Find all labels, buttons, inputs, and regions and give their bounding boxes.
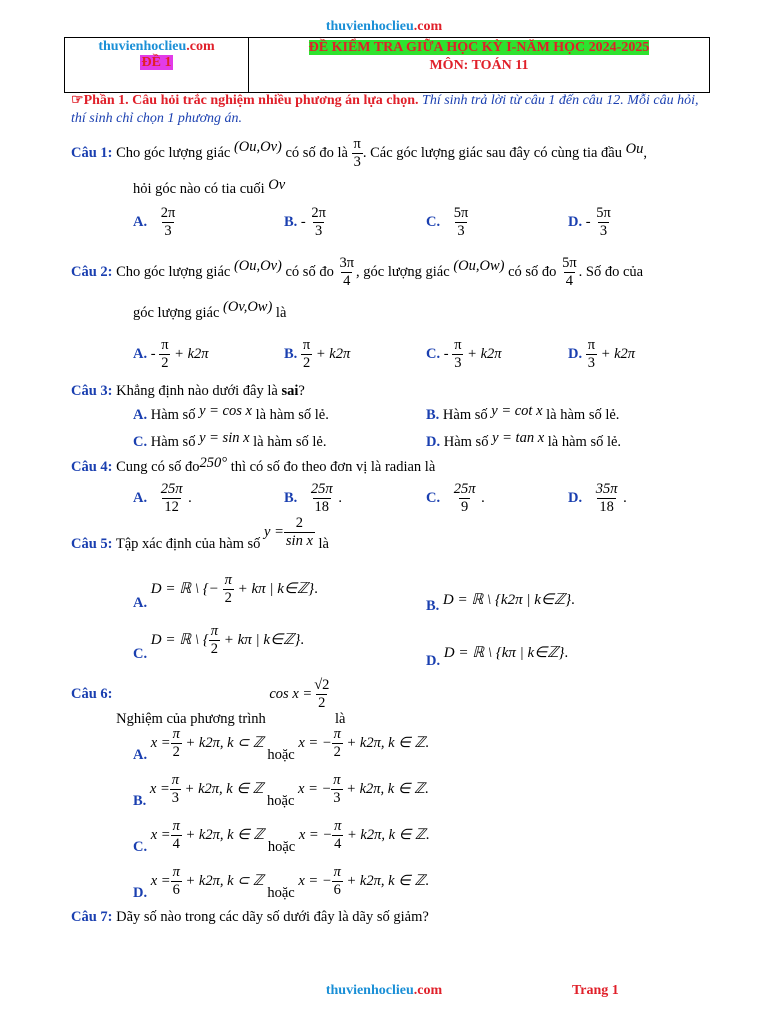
q3-option-a[interactable]: A. Hàm số y = cos x là hàm số lẻ. [133,403,329,423]
q4-option-b[interactable]: B. $\frac{25\pi}{18}$ . [284,481,342,515]
question-3: Câu 3: Khẳng định nào dưới đây là sai? [71,383,305,399]
q6-option-a[interactable]: A. x = $\frac{\pi}{2}$ + k2π, k ⊂ ℤ hoặc x = − $\frac{\pi}{2}$ + k2π, k ∈ ℤ. [133,726,429,763]
q1-option-d[interactable]: D. - $\frac{5\pi}{3}$ [568,205,611,239]
q4-option-d[interactable]: D. $\frac{35\pi}{18}$ . [568,481,627,515]
q2-option-d[interactable]: D. $\frac{\pi}{3}$ + k2π [568,337,636,371]
exam-header [64,37,710,93]
header-right-cell [249,38,709,92]
q6-option-b[interactable]: B. x = $\frac{\pi}{3}$ + k2π, k ∈ ℤ hoặc x = − $\frac{\pi}{3}$ + k2π, k ∈ ℤ. [133,772,429,809]
q4-option-c[interactable]: C. $\frac{25\pi}{9}$ . [426,481,485,515]
q1-option-c[interactable]: C. $\frac{5\pi}{3}$ [426,205,469,239]
exam-subject: MÔN: TOÁN 11 [429,58,529,73]
q4-option-a[interactable]: A. $\frac{25\pi}{12}$ . [133,481,192,515]
q6-option-c[interactable]: C. x = $\frac{\pi}{4}$ + k2π, k ∈ ℤ hoặc x = − $\frac{\pi}{4}$ + k2π, k ∈ ℤ. [133,818,430,855]
q5-option-b[interactable]: B. D = ℝ \ {k2π | k∈ℤ}. [426,592,575,614]
q3-option-b[interactable]: B. Hàm số y = cot x là hàm số lẻ. [426,403,620,423]
q3-option-d[interactable]: D. Hàm số y = tan x là hàm số lẻ. [426,430,622,450]
question-5: Câu 5: Tập xác định của hàm số y = $\frac{2}{\text{sin x}}$ là [71,515,329,552]
part1-heading: ☞Phần 1. Câu hỏi trắc nghiệm nhiều phương án lựa chọn. Thí sinh trả lời từ câu 1 đến câu 12. Mỗi câu hỏi, thí sinh chỉ chọn 1 phương án. [71,93,699,126]
q5-option-a[interactable]: A. D = ℝ \ {− $\frac{\pi}{2}$ + kπ | k∈ℤ}. [133,572,318,611]
site-name-top: thuvienhoclieu.com [325,19,443,34]
q2-option-a[interactable]: A. - $\frac{\pi}{2}$ + k2π [133,337,209,371]
page-number: Trang 1 [572,983,619,998]
q2-option-b[interactable]: B. $\frac{\pi}{2}$ + k2π [284,337,351,371]
q5-option-c[interactable]: C. D = ℝ \ { $\frac{\pi}{2}$ + kπ | k∈ℤ}. [133,623,304,662]
exam-title: ĐỀ KIỂM TRA GIỮA HỌC KỲ I-NĂM HỌC 2024-2025 [308,40,650,55]
site-name-footer: thuvienhoclieu.com [325,983,443,998]
q6-option-d[interactable]: D. x = $\frac{\pi}{6}$ + k2π, k ⊂ ℤ hoặc x = − $\frac{\pi}{6}$ + k2π, k ∈ ℤ. [133,864,429,901]
question-6: Câu 6: Nghiệm của phương trình cos x = $\frac{√2}{2}$ là [71,677,346,727]
pointing-hand-icon: ☞ [71,93,84,108]
q2-option-c[interactable]: C. - $\frac{\pi}{3}$ + k2π [426,337,502,371]
q3-option-c[interactable]: C. Hàm số y = sin x là hàm số lẻ. [133,430,327,450]
header-left-cell: thuvienhoclieu.com ĐỀ 1 [65,38,249,92]
q5-option-d[interactable]: D. D = ℝ \ {kπ | k∈ℤ}. [426,645,569,669]
q1-option-b[interactable]: B. - $\frac{2\pi}{3}$ [284,205,326,239]
question-7: Câu 7: Dãy số nào trong các dãy số dưới đây là dãy số giảm? [71,909,429,925]
question-2: Câu 2: Cho góc lượng giác (Ou,Ov) có số đo $\frac{3\pi}{4}$ , góc lượng giác (Ou,Ow) có số đo $\frac{5\pi}{4}$ . Số đo của [71,255,644,289]
q1-option-a[interactable]: A. $\frac{2\pi}{3}$ [133,205,176,239]
exam-code: ĐỀ 1 [141,55,172,70]
question-4: Câu 4: Cung có số đo250° thì có số đo theo đơn vị là radian là [71,455,436,475]
question-1: Câu 1: Cho góc lượng giác (Ou,Ov) có số đo là $\frac{\pi}{3}$ . Các góc lượng giác sau đây có cùng tia đầu Ou, [71,136,647,170]
